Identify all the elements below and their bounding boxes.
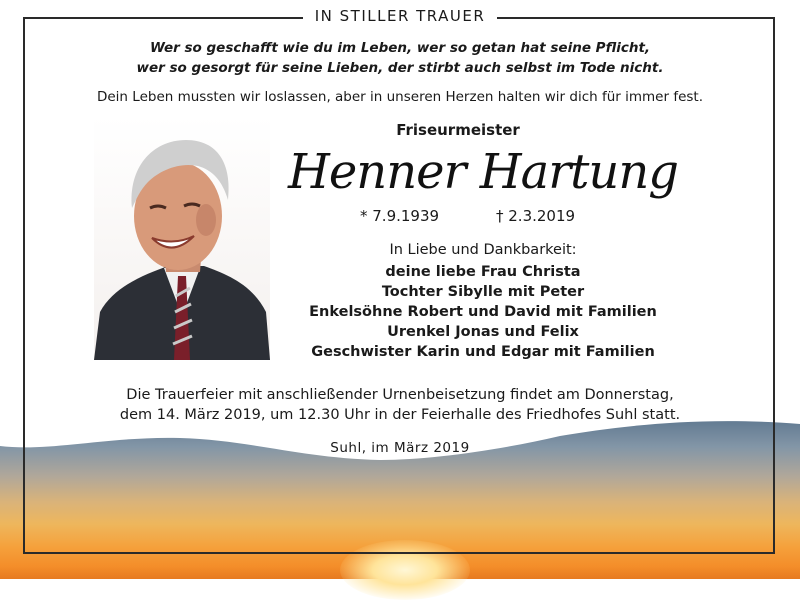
funeral-notice <box>0 385 800 425</box>
family-member: Tochter Sibylle mit Peter <box>381 284 585 300</box>
header <box>0 6 800 25</box>
motto-line: wer so gesorgt für seine Lieben, der stirbt auch selbst im Tode nicht. <box>136 60 664 76</box>
family-intro: In Liebe und Dankbarkeit: <box>389 242 577 258</box>
family-member: Enkelsöhne Robert und David mit Familien <box>309 304 657 320</box>
profession: Friseurmeister <box>396 121 520 139</box>
portrait-image <box>94 116 270 360</box>
portrait-photo <box>94 116 270 360</box>
family-member: Urenkel Jonas und Felix <box>387 324 579 340</box>
motto <box>0 38 800 78</box>
header-title: IN STILLER TRAUER <box>303 7 498 25</box>
notice-line: Die Trauerfeier mit anschließender Urnenbeisetzung findet am Donnerstag, <box>126 387 674 403</box>
family-member: deine liebe Frau Christa <box>385 264 581 280</box>
deceased-name: Henner Hartung <box>288 144 678 200</box>
place-date: Suhl, im März 2019 <box>330 440 470 456</box>
subline: Dein Leben mussten wir loslassen, aber in unseren Herzen halten wir dich für immer fest. <box>96 89 703 105</box>
birth-date: * 7.9.1939 <box>360 207 440 225</box>
family-list <box>288 240 678 362</box>
motto-line: Wer so geschafft wie du im Leben, wer so getan hat seine Pflicht, <box>149 40 651 56</box>
life-dates <box>360 207 620 225</box>
death-date: † 2.3.2019 <box>496 207 576 225</box>
notice-line: dem 14. März 2019, um 12.30 Uhr in der Feierhalle des Friedhofes Suhl statt. <box>119 407 681 423</box>
family-member: Geschwister Karin und Edgar mit Familien <box>311 344 655 360</box>
